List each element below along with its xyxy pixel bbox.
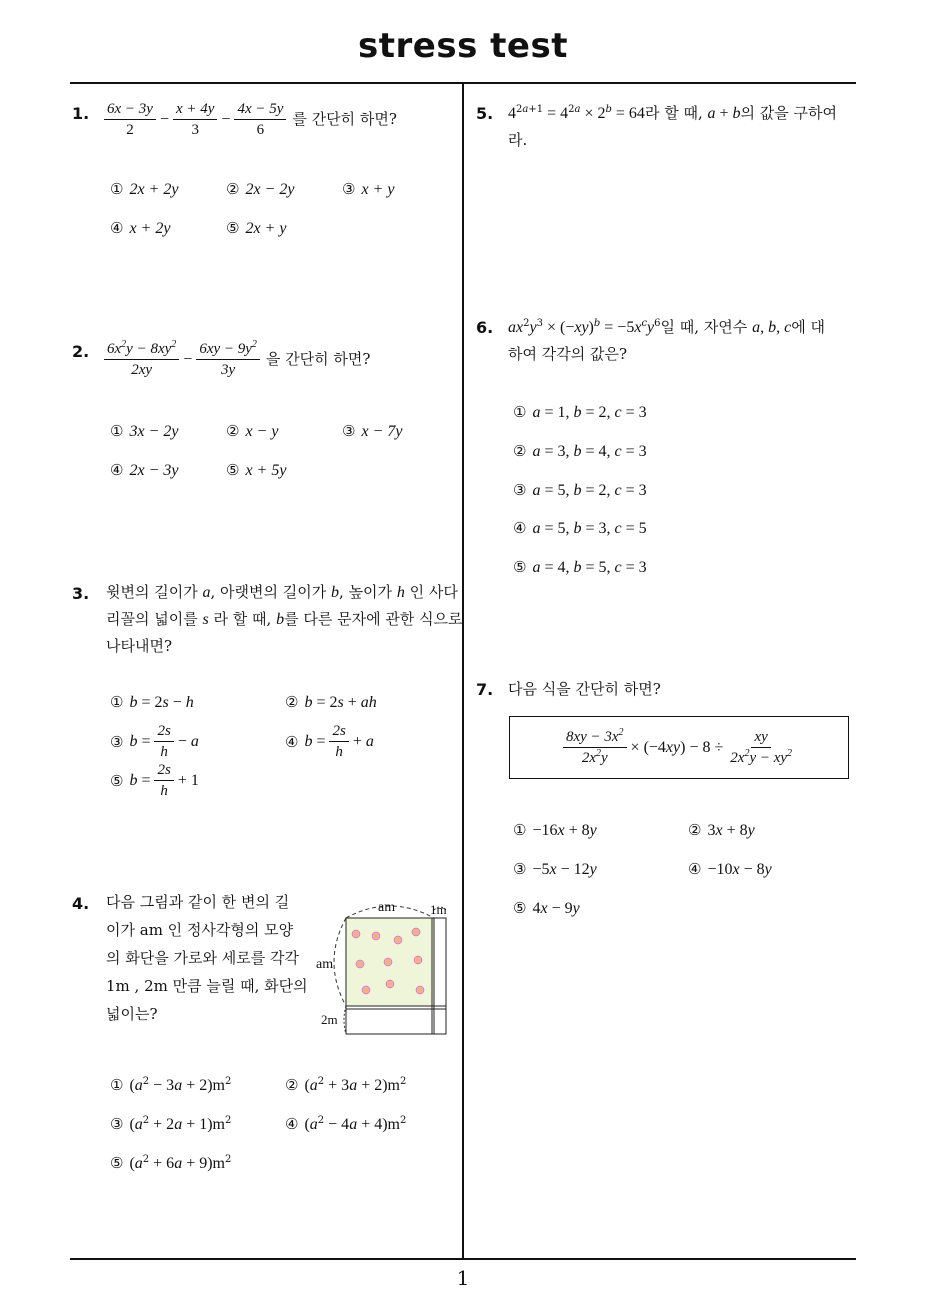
q7-choice-3[interactable]: ③ −5x − 12y [513, 860, 597, 878]
question-2-stem: $\frac{6x^2y - 8xy^2}{2xy}$ − $\frac{6xy - 9y^2}{3y}$ 을 간단히 하면? [104, 340, 370, 379]
q3-choice-2[interactable]: ② b = 2s + ah [285, 693, 377, 711]
figure-left-label: am [316, 957, 334, 972]
q6-choice-4[interactable]: ④ a = 5, b = 3, c = 5 [513, 519, 647, 537]
q2-choice-4[interactable]: ④ 2x − 3y [110, 461, 179, 479]
question-4-number: 4. [72, 894, 90, 913]
question-6-stem: $ax^2y^3 \times (-xy)^b = -5x^cy^6$일 때, 자연수 a, b, c에 대 하여 각각의 값은? [508, 318, 825, 363]
q1-choice-5[interactable]: ⑤ 2x + y [226, 219, 287, 237]
q6-choice-5[interactable]: ⑤ a = 4, b = 5, c = 3 [513, 558, 647, 576]
q1-choice-2[interactable]: ② 2x − 2y [226, 180, 295, 198]
q4-choice-2[interactable]: ② $(a^2 + 3a + 2)m^2$ [285, 1076, 407, 1094]
figure-top-label: am [378, 900, 396, 915]
q3-choice-3[interactable]: ③ b = $\frac{2s}{h}$ − a [110, 723, 199, 760]
q7-choice-1[interactable]: ① −16x + 8y [513, 821, 597, 839]
page-number: 1 [456, 1266, 470, 1290]
q3-choice-4[interactable]: ④ b = $\frac{2s}{h}$ + a [285, 723, 374, 760]
q7-choice-2[interactable]: ② 3x + 8y [688, 821, 755, 839]
q1-choice-4[interactable]: ④ x + 2y [110, 219, 171, 237]
q1-choice-3[interactable]: ③ x + y [342, 180, 395, 198]
question-2-suffix: 을 간단히 하면? [265, 350, 371, 368]
q3-choice-5[interactable]: ⑤ b = $\frac{2s}{h}$ + 1 [110, 762, 199, 799]
q2-choice-3[interactable]: ③ x − 7y [342, 422, 403, 440]
flowerbed-figure [312, 898, 462, 1040]
question-7-stem: 다음 식을 간단히 하면? [508, 680, 661, 698]
question-7-number: 7. [476, 680, 494, 699]
question-2-number: 2. [72, 342, 90, 361]
question-5-number: 5. [476, 104, 494, 123]
q2-choice-2[interactable]: ② x − y [226, 422, 279, 440]
column-divider [462, 83, 464, 1259]
question-1-number: 1. [72, 104, 90, 123]
q4-choice-3[interactable]: ③ $(a^2 + 2a + 1)m^2$ [110, 1115, 232, 1133]
q1-choice-1[interactable]: ① 2x + 2y [110, 180, 179, 198]
q4-choice-5[interactable]: ⑤ $(a^2 + 6a + 9)m^2$ [110, 1154, 232, 1172]
q3-choice-1[interactable]: ① b = 2s − h [110, 693, 194, 711]
question-1-stem: $\frac{6x - 3y}{2}$ − $\frac{x + 4y}{3}$ − $\frac{4x - 5y}{6}$ 를 간단히 하면? [104, 100, 397, 139]
q7-choice-4[interactable]: ④ −10x − 8y [688, 860, 772, 878]
q6-choice-2[interactable]: ② a = 3, b = 4, c = 3 [513, 442, 647, 460]
bottom-rule [70, 1258, 856, 1260]
question-7-expression-box: $\frac{8xy - 3x^2}{2x^2y}$ × (−4xy) − 8 ÷ $\frac{xy}{2x^2y - xy^2}$ [509, 716, 849, 779]
q4-choice-4[interactable]: ④ $(a^2 - 4a + 4)m^2$ [285, 1115, 407, 1133]
question-3-number: 3. [72, 584, 90, 603]
q4-choice-1[interactable]: ① $(a^2 - 3a + 2)m^2$ [110, 1076, 232, 1094]
q6-choice-1[interactable]: ① a = 1, b = 2, c = 3 [513, 403, 647, 421]
question-4-stem: 다음 그림과 같이 한 변의 길 이가 am 인 정사각형의 모양 의 화단을 가로와 세로를 각각 1m , 2m 만큼 늘릴 때, 화단의 넓이는? [106, 893, 308, 1023]
question-5-stem: $4^{2a+1} = 4^{2a} \times 2^b = 64$라 할 때, a + b의 값을 구하여 라. [508, 104, 838, 149]
figure-bottom-label: 2m [321, 1012, 338, 1027]
q7-choice-5[interactable]: ⑤ 4x − 9y [513, 899, 580, 917]
question-1-suffix: 를 간단히 하면? [292, 110, 397, 128]
question-6-number: 6. [476, 318, 494, 337]
q6-choice-3[interactable]: ③ a = 5, b = 2, c = 3 [513, 481, 647, 499]
question-3-stem: 윗변의 길이가 a, 아랫변의 길이가 b, 높이가 h 인 사다 리꼴의 넓이를 s 라 할 때, b를 다른 문자에 관한 식으로 나타내면? [106, 583, 463, 655]
page-title: stress test [358, 26, 568, 66]
q2-choice-1[interactable]: ① 3x − 2y [110, 422, 179, 440]
q2-choice-5[interactable]: ⑤ x + 5y [226, 461, 287, 479]
figure-right-label: 1m [430, 902, 447, 917]
